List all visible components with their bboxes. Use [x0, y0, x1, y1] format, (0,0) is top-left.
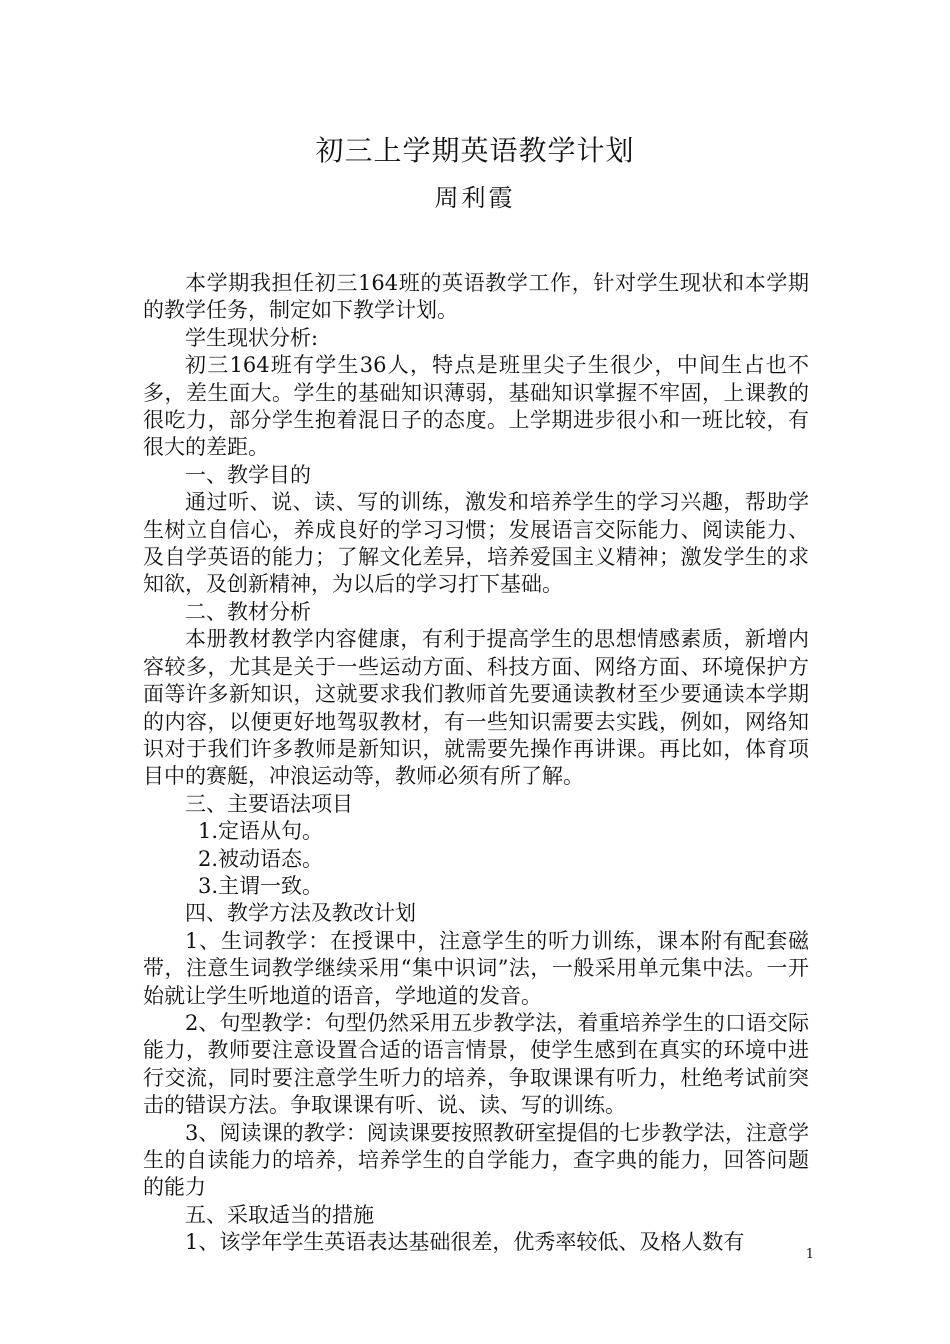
paragraph-sentence-teaching: 2、句型教学：句型仍然采用五步教学法，着重培养学生的口语交际能力，教师要注意设置合适的语言情景，使学生感到在真实的环境中进行交流，同时要注意学生听力的培养，争取课课有听力，杜绝考试前突击的错误方法。争取课课有听、说、读、写的训练。 [143, 1010, 809, 1118]
document-author: 周利霞 [434, 184, 516, 212]
paragraph-textbook-analysis: 本册教材教学内容健康，有利于提高学生的思想情感素质，新增内容较多，尤其是关于一些运动方面、科技方面、网络方面、环境保护方面等许多新知识，这就要求我们教师首先要通读教材至少要通读本学期的内容，以便更好地驾驭教材，有一些知识需要去实践，例如，网络知识对于我们许多教师是新知识，就需要先操作再讲课。再比如，体育项目中的赛艇，冲浪运动等，教师必须有所了解。 [143, 627, 809, 789]
heading-grammar-items: 三、主要语法项目 [185, 791, 353, 816]
paragraph-student-analysis: 初三164班有学生36人，特点是班里尖子生很少，中间生占也不多，差生面大。学生的基础知识薄弱，基础知识掌握不牢固，上课教的很吃力，部分学生抱着混日子的态度。上学期进步很小和一班比较，有很大的差距。 [143, 353, 809, 460]
heading-student-analysis: 学生现状分析: [185, 325, 319, 350]
grammar-item-3: 3.主谓一致。 [198, 873, 324, 898]
paragraph-measure-1: 1、该学年学生英语表达基础很差，优秀率较低、及格人数有 [185, 1230, 745, 1255]
paragraph-intro: 本学期我担任初三164班的英语教学工作，针对学生现状和本学期的教学任务，制定如下教学计划。 [143, 271, 809, 323]
heading-measures: 五、采取适当的措施 [185, 1202, 374, 1227]
document-body [143, 270, 809, 1257]
paragraph-reading-teaching: 3、阅读课的教学：阅读课要按照教研室提倡的七步教学法，注意学生的自读能力的培养，培养学生的自学能力，查字典的能力，回答问题的能力 [143, 1120, 809, 1200]
paragraph-vocabulary-teaching: 1、生词教学：在授课中，注意学生的听力训练，课本附有配套磁带，注意生词教学继续采用“集中识词”法，一般采用单元集中法。一开始就让学生听地道的语音，学地道的发音。 [143, 928, 809, 1008]
grammar-item-1: 1.定语从句。 [198, 819, 324, 844]
heading-teaching-goals: 一、教学目的 [185, 462, 311, 487]
document-title: 初三上学期英语教学计划 [315, 134, 635, 167]
grammar-item-2: 2.被动语态。 [198, 846, 324, 871]
paragraph-teaching-goals: 通过听、说、读、写的训练，激发和培养学生的学习兴趣，帮助学生树立自信心，养成良好的学习习惯；发展语言交际能力、阅读能力、及自学英语的能力；了解文化差异，培养爱国主义精神；激发学生的求知欲，及创新精神，为以后的学习打下基础。 [143, 490, 809, 597]
heading-textbook-analysis: 二、教材分析 [185, 599, 311, 624]
page-number: 1 [805, 1247, 814, 1262]
heading-teaching-methods: 四、教学方法及教改计划 [185, 901, 416, 926]
